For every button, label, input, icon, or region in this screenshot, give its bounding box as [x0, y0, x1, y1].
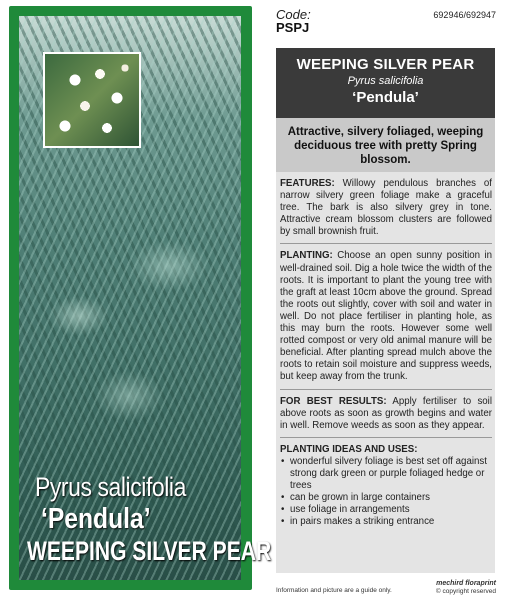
title-cultivar: ‘Pendula’ — [352, 89, 419, 106]
tagline: Attractive, silvery foliaged, weeping deciduous tree with pretty Spring blossom. — [276, 118, 495, 172]
plant-photo-card — [9, 6, 272, 590]
features-section — [280, 178, 492, 244]
ideas-heading: PLANTING IDEAS AND USES: — [280, 443, 418, 455]
best-results-text: Apply fertiliser to soil above roots as soon as growth begins and water in well. Remove weeds as soon as they appear. — [280, 395, 492, 431]
planting-heading: PLANTING: — [280, 250, 333, 262]
code-value: PSPJ — [276, 20, 310, 35]
code-numbers: 692946/692947 — [433, 10, 496, 20]
planting-text: Choose an open sunny position in well-drained soil. Dig a hole twice the width of the roots. It is important to plant the young tree with the graft at least 10cm above the ground. Spread the roots out slightly, cover with soil and water in well. Do not place fertiliser in planting hole, as this may burn the roots. However some well rotted compost or very old animal manure will be beneficial. After planting spread mulch above the roots to retain soil moisture and suppress weeds, but keep away from the trunk. — [280, 250, 492, 383]
list-item: • use foliage in arrangements — [280, 504, 492, 516]
list-item: • in pairs makes a striking entrance — [280, 516, 492, 528]
title-common-name: WEEPING SILVER PEAR — [296, 56, 475, 73]
photo-common-name: WEEPING SILVER PEAR — [27, 536, 272, 566]
photo-caption — [27, 472, 272, 566]
features-heading: FEATURES: — [280, 178, 335, 189]
copyright: © copyright reserved — [435, 588, 496, 595]
photo-latin-name: Pyrus salicifolia — [35, 472, 186, 502]
list-item: • wonderful silvery foliage is best set off against strong dark green or purple foliaged hedge or trees — [280, 456, 492, 492]
ideas-list — [280, 456, 492, 529]
code-row — [276, 8, 496, 35]
brand-logo: mechird floraprint — [436, 580, 496, 587]
title-latin-name: Pyrus salicifolia — [347, 75, 424, 87]
title-box — [276, 48, 495, 118]
disclaimer: Information and picture are a guide only. — [276, 587, 392, 594]
planting-section — [280, 250, 492, 389]
description-body — [280, 178, 492, 539]
photo-cultivar-name: ‘Pendula’ — [41, 503, 151, 535]
features-text: Willowy pendulous branches of narrow silvery green foliage make a graceful tree. The bark is also silvery grey in tone. Attractive cream blossom clusters are followed by small brownish fruit. — [280, 178, 492, 238]
best-results-section — [280, 396, 492, 438]
ideas-section — [280, 444, 492, 534]
code-label: Code: — [276, 7, 311, 22]
weeping-tree-photo — [19, 16, 272, 580]
list-item: • can be grown in large containers — [280, 492, 492, 504]
brand-block — [436, 580, 496, 596]
best-results-heading: FOR BEST RESULTS: — [280, 395, 387, 407]
blossom-inset-photo — [43, 52, 141, 148]
